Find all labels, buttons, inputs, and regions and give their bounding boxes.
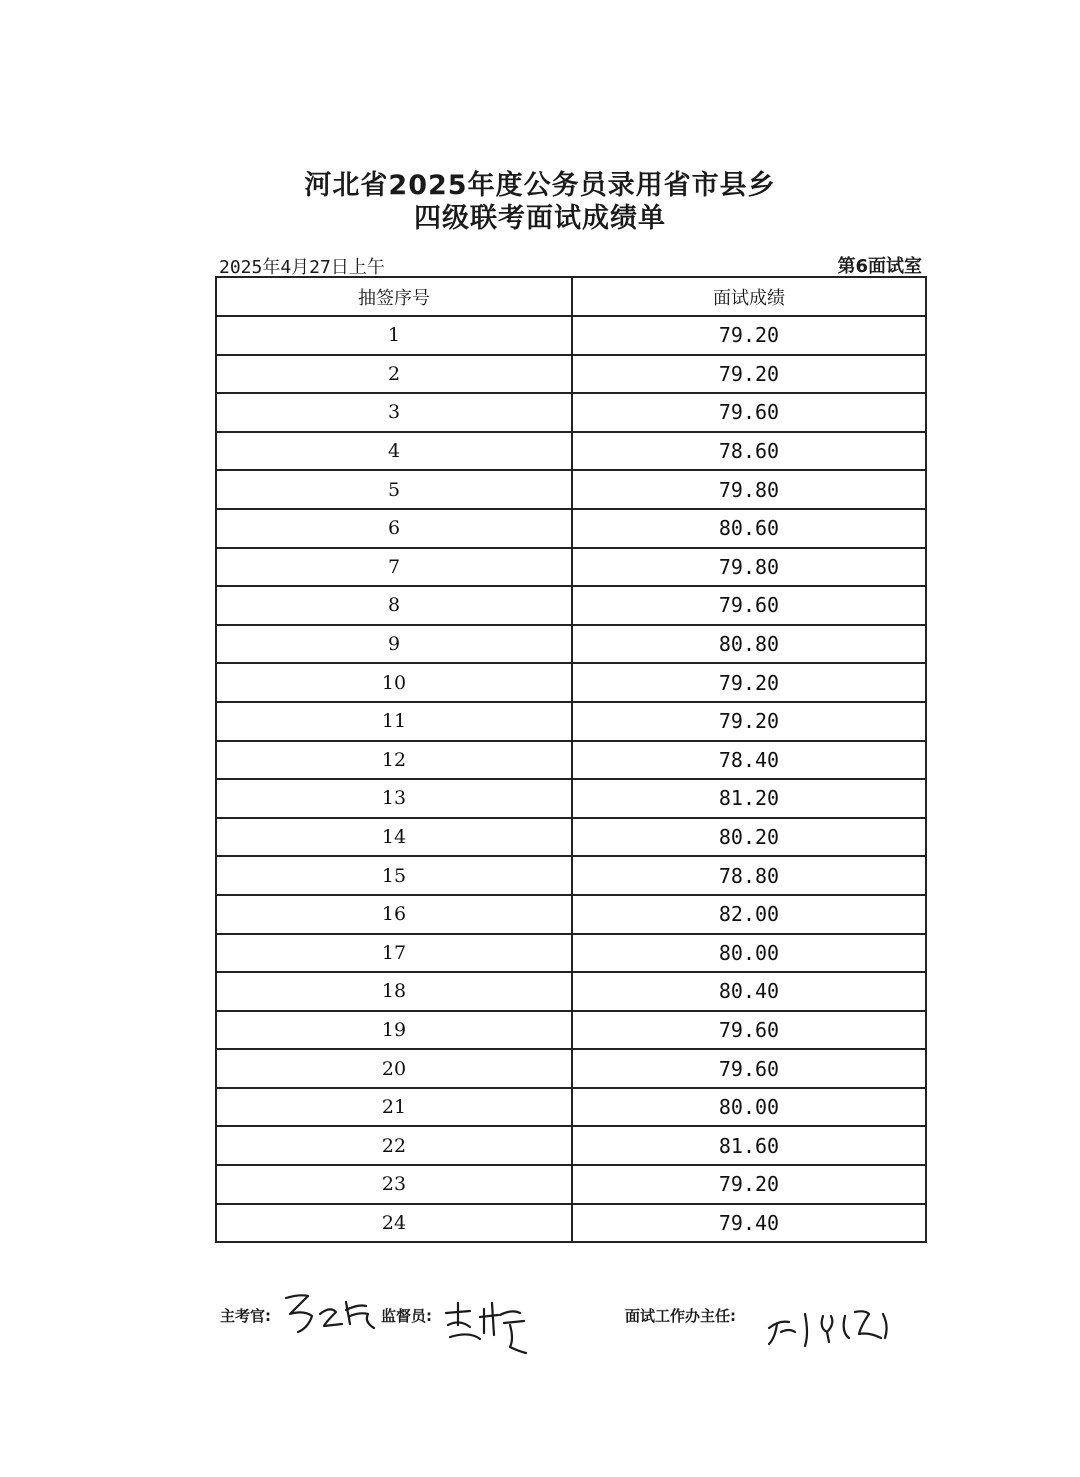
draw-number-cell: 20 <box>216 1049 572 1088</box>
table-row <box>216 1204 926 1243</box>
interview-score-cell: 82.00 <box>572 895 926 934</box>
table-row <box>216 972 926 1011</box>
interview-score-cell: 78.60 <box>572 432 926 471</box>
table-row <box>216 741 926 780</box>
draw-number-cell: 4 <box>216 432 572 471</box>
header-draw-number: 抽签序号 <box>216 277 572 316</box>
draw-number-cell: 11 <box>216 702 572 741</box>
document-title-line1: 河北省2025年度公务员录用省市县乡 <box>304 170 776 201</box>
interview-score-cell: 79.60 <box>572 1011 926 1050</box>
interview-score-cell: 79.80 <box>572 548 926 587</box>
table-row <box>216 509 926 548</box>
table-header-row <box>216 277 926 316</box>
interview-score-cell: 79.60 <box>572 1049 926 1088</box>
table-row <box>216 1088 926 1127</box>
draw-number-cell: 19 <box>216 1011 572 1050</box>
draw-number-cell: 14 <box>216 818 572 857</box>
director-label: 面试工作办主任: <box>625 1307 736 1325</box>
draw-number-cell: 10 <box>216 663 572 702</box>
header-interview-score: 面试成绩 <box>572 277 926 316</box>
table-row <box>216 779 926 818</box>
interview-score-cell: 80.00 <box>572 1088 926 1127</box>
table-row <box>216 432 926 471</box>
table-row <box>216 1049 926 1088</box>
draw-number-cell: 3 <box>216 393 572 432</box>
interview-score-cell: 79.20 <box>572 702 926 741</box>
table-row <box>216 1011 926 1050</box>
interview-score-cell: 80.60 <box>572 509 926 548</box>
table-row <box>216 663 926 702</box>
table-row <box>216 856 926 895</box>
table-row <box>216 586 926 625</box>
interview-score-cell: 79.60 <box>572 393 926 432</box>
draw-number-cell: 22 <box>216 1126 572 1165</box>
draw-number-cell: 9 <box>216 625 572 664</box>
draw-number-cell: 12 <box>216 741 572 780</box>
table-row <box>216 1165 926 1204</box>
interview-score-cell: 79.20 <box>572 355 926 394</box>
table-row <box>216 548 926 587</box>
interview-score-cell: 79.20 <box>572 316 926 355</box>
supervisor-label: 监督员: <box>381 1307 432 1325</box>
score-table <box>215 276 927 1243</box>
interview-score-cell: 80.20 <box>572 818 926 857</box>
score-table-body <box>216 316 926 1242</box>
interview-score-cell: 80.40 <box>572 972 926 1011</box>
interview-score-cell: 79.40 <box>572 1204 926 1243</box>
director-signature <box>765 1298 905 1353</box>
draw-number-cell: 21 <box>216 1088 572 1127</box>
draw-number-cell: 18 <box>216 972 572 1011</box>
table-row <box>216 355 926 394</box>
table-row <box>216 625 926 664</box>
exam-room: 第6面试室 <box>837 256 922 277</box>
table-row <box>216 818 926 857</box>
draw-number-cell: 1 <box>216 316 572 355</box>
draw-number-cell: 6 <box>216 509 572 548</box>
draw-number-cell: 15 <box>216 856 572 895</box>
draw-number-cell: 16 <box>216 895 572 934</box>
interview-score-cell: 78.40 <box>572 741 926 780</box>
interview-score-cell: 81.60 <box>572 1126 926 1165</box>
interview-score-cell: 79.60 <box>572 586 926 625</box>
draw-number-cell: 17 <box>216 934 572 973</box>
draw-number-cell: 7 <box>216 548 572 587</box>
supervisor-signature <box>440 1295 535 1360</box>
table-row <box>216 702 926 741</box>
interview-score-cell: 81.20 <box>572 779 926 818</box>
interview-score-cell: 79.20 <box>572 663 926 702</box>
document-title-line2: 四级联考面试成绩单 <box>414 203 666 234</box>
draw-number-cell: 2 <box>216 355 572 394</box>
table-row <box>216 393 926 432</box>
interview-score-cell: 80.80 <box>572 625 926 664</box>
draw-number-cell: 8 <box>216 586 572 625</box>
interview-score-cell: 78.80 <box>572 856 926 895</box>
table-row <box>216 470 926 509</box>
interview-score-cell: 79.20 <box>572 1165 926 1204</box>
chief-examiner-label: 主考官: <box>220 1307 271 1325</box>
draw-number-cell: 5 <box>216 470 572 509</box>
draw-number-cell: 13 <box>216 779 572 818</box>
interview-score-cell: 79.80 <box>572 470 926 509</box>
table-row <box>216 895 926 934</box>
table-row <box>216 316 926 355</box>
draw-number-cell: 23 <box>216 1165 572 1204</box>
chief-examiner-signature <box>280 1288 380 1338</box>
draw-number-cell: 24 <box>216 1204 572 1243</box>
interview-score-cell: 80.00 <box>572 934 926 973</box>
exam-date: 2025年4月27日上午 <box>219 257 385 278</box>
table-row <box>216 1126 926 1165</box>
table-row <box>216 934 926 973</box>
